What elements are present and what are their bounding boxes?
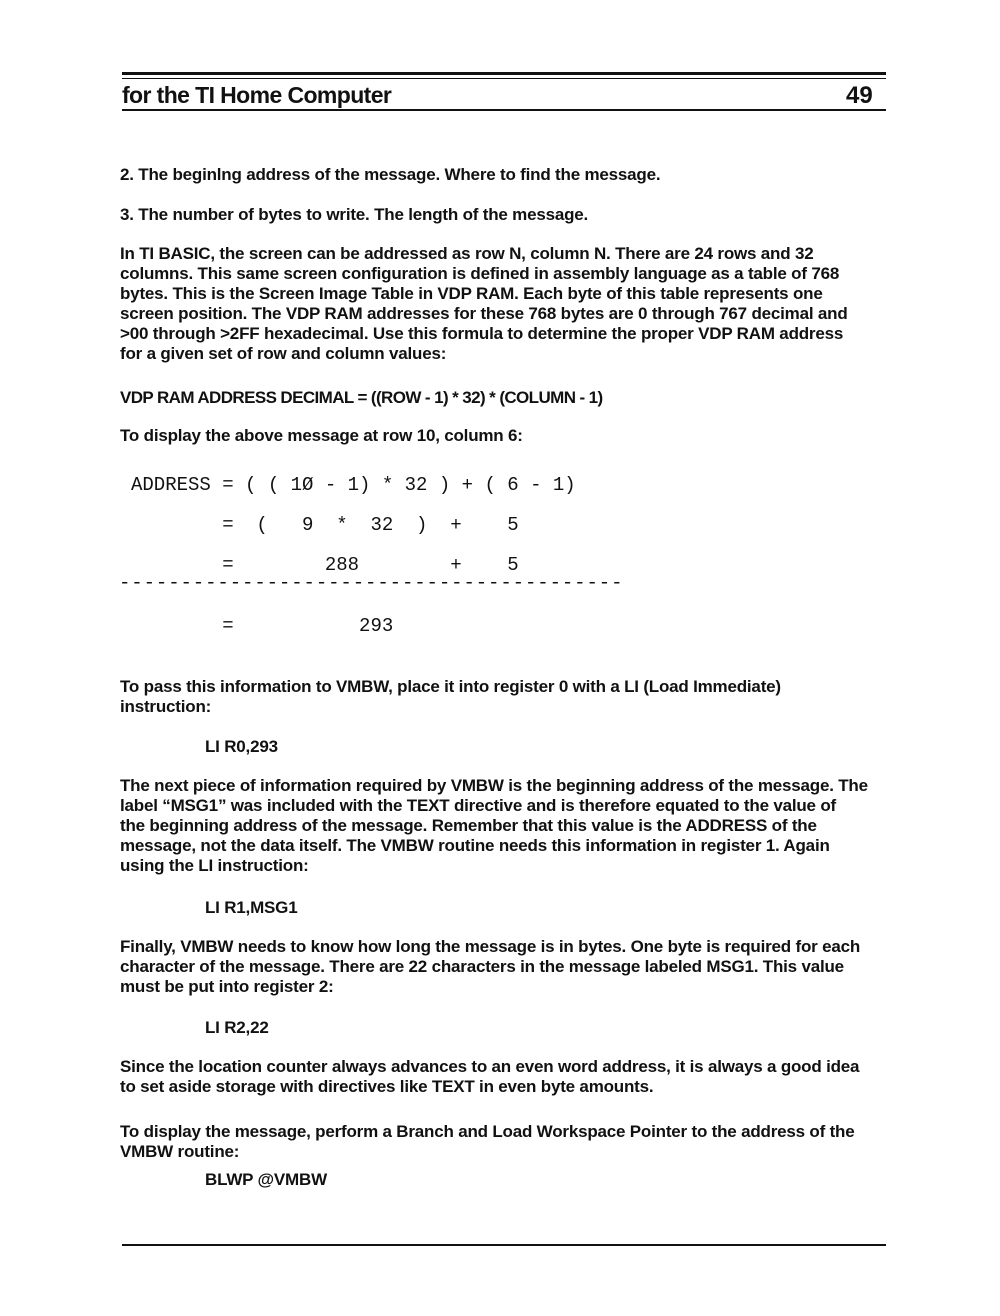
calc-line-3: = 288 + 5 bbox=[131, 554, 519, 576]
text-line: The next piece of information required by VMBW is the beginning address of the message. The bbox=[120, 776, 868, 795]
paragraph-pass-info bbox=[120, 677, 900, 717]
text-line: VMBW routine: bbox=[120, 1142, 240, 1161]
text-line: columns. This same screen configuration is defined in assembly language as a table of 768 bbox=[120, 264, 840, 283]
text-line: Finally, VMBW needs to know how long the message is in bytes. One byte is required for each bbox=[120, 937, 861, 956]
code-li-r1: LI R1,MSG1 bbox=[205, 898, 298, 917]
text-line: message, not the data itself. The VMBW routine needs this information in register 1. Again bbox=[120, 836, 830, 855]
text-line: bytes. This is the Screen Image Table in VDP RAM. Each byte of this table represents one bbox=[120, 284, 823, 303]
footer-rule bbox=[122, 1244, 886, 1246]
header-top-rule bbox=[122, 72, 886, 75]
code-li-r2: LI R2,22 bbox=[205, 1018, 269, 1037]
paragraph-blwp bbox=[120, 1122, 900, 1162]
code-li-r0: LI R0,293 bbox=[205, 737, 278, 756]
paragraph-location-counter bbox=[120, 1057, 900, 1097]
text-line: to set aside storage with directives like TEXT in even byte amounts. bbox=[120, 1077, 654, 1096]
header-bottom-rule bbox=[122, 109, 886, 111]
running-header-title: for the TI Home Computer bbox=[122, 82, 392, 108]
paragraph-beginning-address bbox=[120, 776, 900, 876]
display-intro: To display the above message at row 10, column 6: bbox=[120, 426, 523, 445]
list-item-3: 3. The number of bytes to write. The length of the message. bbox=[120, 205, 589, 224]
code-blwp: BLWP @VMBW bbox=[205, 1170, 327, 1189]
paragraph-message-length bbox=[120, 937, 900, 997]
text-line: using the LI instruction: bbox=[120, 856, 309, 875]
page-number: 49 bbox=[846, 82, 873, 109]
text-line: instruction: bbox=[120, 697, 212, 716]
text-line: label “MSG1” was included with the TEXT directive and is therefore equated to the value of bbox=[120, 796, 836, 815]
address-formula: VDP RAM ADDRESS DECIMAL = ((ROW - 1) * 32) * (COLUMN - 1) bbox=[120, 388, 603, 407]
text-line: character of the message. There are 22 characters in the message labeled MSG1. This value bbox=[120, 957, 844, 976]
header-thin-rule bbox=[122, 78, 886, 79]
calc-line-2: = ( 9 * 32 ) + 5 bbox=[131, 514, 519, 536]
text-line: screen position. The VDP RAM addresses for these 768 bytes are 0 through 767 decimal and bbox=[120, 304, 848, 323]
text-line: To pass this information to VMBW, place it into register 0 with a LI (Load Immediate) bbox=[120, 677, 781, 696]
list-item-2: 2. The beginlng address of the message. Where to find the message. bbox=[120, 165, 661, 184]
text-line: the beginning address of the message. Remember that this value is the ADDRESS of the bbox=[120, 816, 817, 835]
text-line: In TI BASIC, the screen can be addressed as row N, column N. There are 24 rows and 32 bbox=[120, 244, 814, 263]
text-line: To display the message, perform a Branch and Load Workspace Pointer to the address of the bbox=[120, 1122, 855, 1141]
text-line: must be put into register 2: bbox=[120, 977, 334, 996]
calc-line-1: ADDRESS = ( ( 1Ø - 1) * 32 ) + ( 6 - 1) bbox=[131, 474, 576, 496]
calc-divider: ----------------------------------------- bbox=[119, 572, 624, 594]
text-line: for a given set of row and column values: bbox=[120, 344, 447, 363]
text-line: Since the location counter always advances to an even word address, it is always a good idea bbox=[120, 1057, 860, 1076]
calc-result: = 293 bbox=[131, 615, 394, 637]
paragraph-screen-addressing bbox=[120, 244, 900, 364]
text-line: >00 through >2FF hexadecimal. Use this formula to determine the proper VDP RAM address bbox=[120, 324, 844, 343]
